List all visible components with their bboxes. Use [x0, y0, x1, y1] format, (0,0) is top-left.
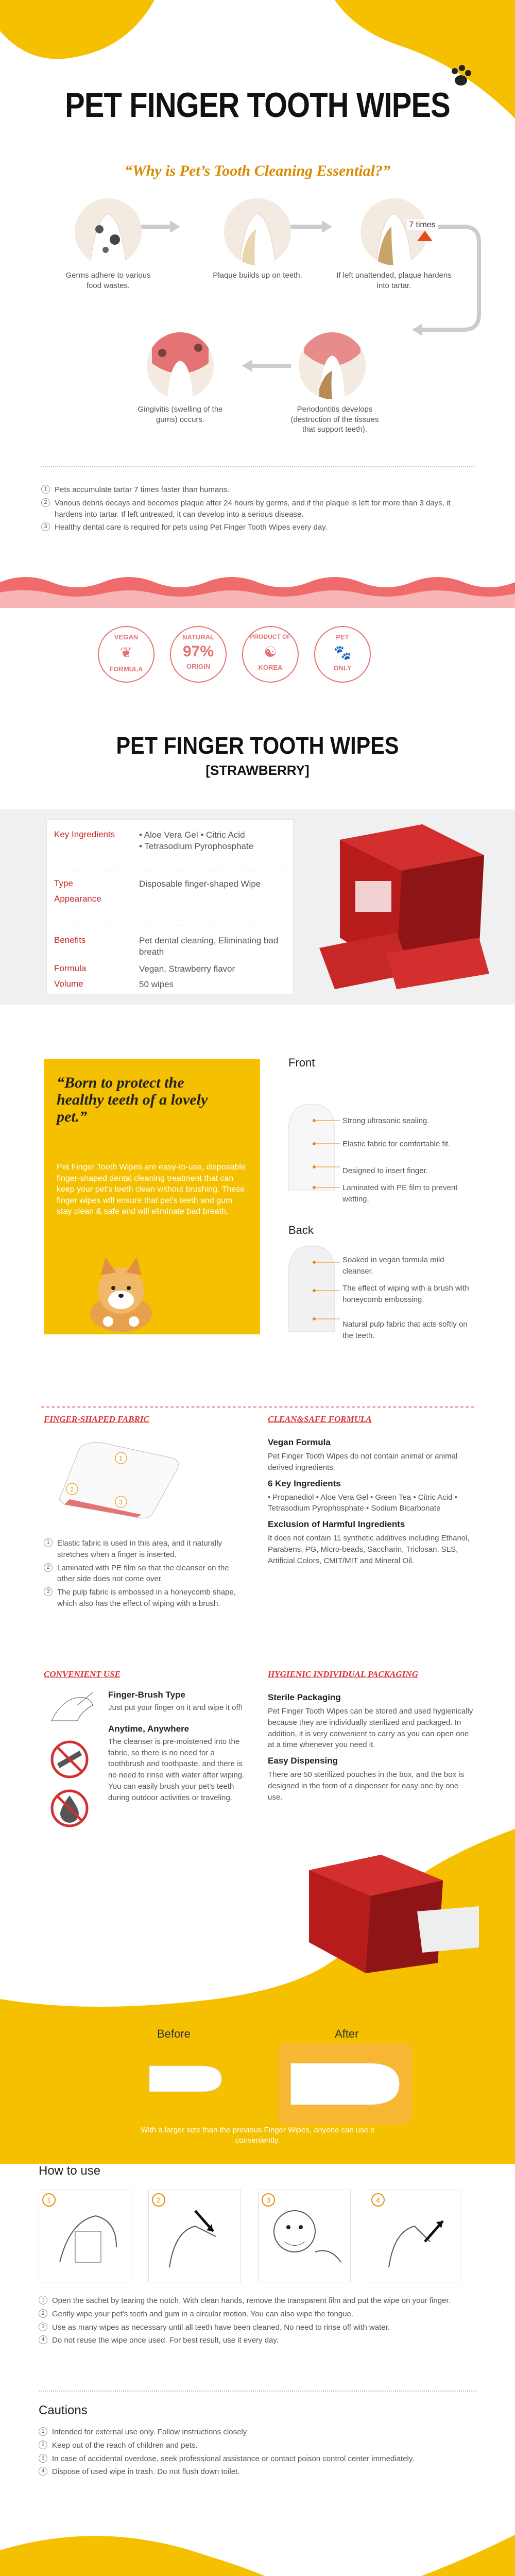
- spec-label: Appearance: [54, 894, 101, 904]
- step-num: 1: [42, 2193, 56, 2207]
- caution-num: 1: [39, 2427, 47, 2436]
- back-point: Soaked in vegan formula mild cleanser.: [342, 1256, 444, 1276]
- step-image-3: [258, 2190, 351, 2282]
- front-point: Strong ultrasonic sealing.: [342, 1116, 430, 1125]
- fabric-title: FINGER-SHAPED FABRIC: [44, 1414, 149, 1424]
- paw-icon: 🐾: [333, 645, 352, 660]
- cautions-title: Cautions: [39, 2403, 88, 2417]
- sterile-text: Pet Finger Tooth Wipes can be stored and used hygienically because they are individually sterilized and packaged. In addition, it is very convenient to carry as you can open one at a time whenever you need it.: [268, 1707, 473, 1750]
- vegan-text: Pet Finger Tooth Wipes do not contain animal or animal derived ingredients.: [268, 1452, 458, 1472]
- caution-num: 4: [39, 2467, 47, 2476]
- step-num: 2: [39, 2309, 47, 2318]
- cautions-list: [39, 2427, 476, 2480]
- born-card: [44, 1059, 260, 1334]
- seven-times-badge: [404, 221, 440, 230]
- vegan-formula-badge: [98, 626, 154, 683]
- korea-emblem-icon: ☯: [264, 644, 277, 660]
- why-caption-5: Periodontitis develops (destruction of the tissues that support teeth).: [290, 405, 379, 434]
- divider: [41, 1406, 474, 1408]
- fabric-point: [44, 1563, 245, 1585]
- before-label: Before: [157, 2027, 191, 2040]
- exclusion-heading: Exclusion of Harmful Ingredients: [268, 1519, 405, 1529]
- spec-value: Vegan, Strawberry flavor: [139, 964, 235, 974]
- step-image-1: [39, 2190, 131, 2282]
- periodontitis-image: [299, 332, 366, 399]
- spec-label: Formula: [54, 963, 87, 973]
- fabric-point: [44, 1538, 245, 1561]
- gingivitis-image: [147, 332, 214, 399]
- footer-background: [0, 2519, 515, 2576]
- plaque-tooth-image: [224, 198, 291, 265]
- step-text: Do not reuse the wipe once used. For best result, use it every day.: [52, 2336, 279, 2345]
- fabric-point: [44, 1587, 245, 1609]
- dispensing-text: There are 50 sterilized pouches in the box, and the box is designed in the form of a dispenser for easy one by one use.: [268, 1770, 465, 1802]
- front-label: Front: [288, 1056, 315, 1069]
- hygienic-title: HYGIENIC INDIVIDUAL PACKAGING: [268, 1669, 418, 1679]
- badge-top: NATURAL: [182, 633, 214, 641]
- caution-num: 3: [39, 2454, 47, 2463]
- caution-item: [39, 2466, 476, 2478]
- badge-top: VEGAN: [114, 633, 139, 641]
- why-caption-1: Germs adhere to various food wastes.: [65, 271, 151, 290]
- why-caption-3: If left unattended, plaque hardens into tartar.: [336, 271, 452, 290]
- badge-bottom: FORMULA: [109, 665, 143, 673]
- page-title: PET FINGER TOOTH WIPES: [65, 86, 450, 125]
- badge-bottom: ONLY: [333, 664, 352, 672]
- step-text: Gently wipe your pet’s teeth and gum in a circular motion. You can also wipe the tongue.: [52, 2309, 354, 2318]
- spec-value: Pet dental cleaning, Eliminating bad breath: [139, 936, 279, 957]
- vegan-heading: Vegan Formula: [268, 1437, 331, 1447]
- formula-block: [268, 1437, 474, 1566]
- step-item: [39, 2309, 476, 2320]
- point-num: 1: [44, 1538, 53, 1547]
- caution-text: In case of accidental overdose, seek professional assistance or contact poison control center immediately.: [52, 2454, 415, 2463]
- spec-label: Key Ingredients: [54, 829, 115, 839]
- product-box-image: [309, 819, 505, 994]
- caution-text: Intended for external use only. Follow instructions closely: [52, 2428, 247, 2436]
- anytime-heading: Anytime, Anywhere: [108, 1723, 190, 1734]
- key-heading: 6 Key Ingredients: [268, 1478, 341, 1488]
- step-item: [39, 2295, 476, 2307]
- front-point: Designed to insert finger.: [342, 1166, 428, 1175]
- convenient-block: [108, 1690, 247, 1803]
- sterile-heading: Sterile Packaging: [268, 1692, 341, 1702]
- back-point: Natural pulp fabric that acts softly on the teeth.: [342, 1320, 468, 1340]
- why-caption-2: Plaque builds up on teeth.: [213, 271, 302, 280]
- finger-brush-heading: Finger-Brush Type: [108, 1690, 185, 1700]
- step-num: 1: [39, 2296, 47, 2304]
- divider: [39, 2391, 476, 2392]
- note-num: 3: [41, 522, 50, 531]
- fabric-points: [44, 1538, 245, 1612]
- caution-text: Dispose of used wipe in trash. Do not flush down toilet.: [52, 2467, 240, 2477]
- step-num: 4: [371, 2193, 385, 2207]
- front-point: Laminated with PE film to prevent wetting.: [342, 1183, 458, 1204]
- compare-caption: With a larger size than the previous Finger Wipes, anyone can use it conveniently.: [141, 2126, 374, 2145]
- howto-steps: [39, 2295, 476, 2348]
- step-num: 4: [39, 2335, 47, 2344]
- point-text: Elastic fabric is used in this area, and it naturally stretches when a finger is inserted.: [57, 1539, 222, 1559]
- step-item: [39, 2335, 476, 2346]
- svg-text:2: 2: [70, 1486, 74, 1493]
- step-text: Use as many wipes as necessary until all teeth have been cleaned. No need to rinse off with water.: [52, 2323, 390, 2332]
- product-box-image: [288, 1839, 484, 1973]
- badge-bottom: ORIGIN: [186, 663, 211, 670]
- pet-only-badge: [314, 626, 371, 683]
- step-text: Open the sachet by tearing the notch. With clean hands, remove the transparent film and put the wipe on your finger.: [52, 2296, 451, 2305]
- key-text: • Propanediol • Aloe Vera Gel • Green Tea • Citric Acid • Tetrasodium Pyrophosphate • Sodium Bicarbonate: [268, 1493, 457, 1513]
- spec-label: Type: [54, 878, 73, 888]
- leaf-icon: ❦: [120, 645, 132, 660]
- fabric-diagram: [49, 1437, 183, 1520]
- caution-item: [39, 2453, 476, 2465]
- caution-num: 2: [39, 2441, 47, 2449]
- no-water-icon: [49, 1788, 90, 1829]
- spec-value: • Aloe Vera Gel • Citric Acid • Tetrasodium Pyrophosphate: [139, 830, 254, 852]
- note-num: 2: [41, 498, 50, 507]
- after-wipe-panel: [278, 2043, 412, 2125]
- spec-value: 50 wipes: [139, 979, 174, 989]
- badge-mid: 97%: [182, 643, 214, 660]
- caution-item: [39, 2427, 476, 2438]
- dog-illustration: [80, 1255, 162, 1332]
- why-caption-4: Gingivitis (swelling of the gums) occurs.: [138, 405, 223, 424]
- note-text: Healthy dental care is required for pets using Pet Finger Tooth Wipes every day.: [55, 523, 328, 532]
- spec-label: Benefits: [54, 935, 86, 945]
- spec-label: Volume: [54, 979, 83, 989]
- finger-wipe-icon: [46, 1690, 98, 1731]
- step-num: 2: [152, 2193, 165, 2207]
- anytime-text: The cleanser is pre-moistened into the fabric, so there is no need for a toothbrush and toothpaste, and there is no need to rinse with water after wiping. You can easily brush your pet’s teeth during outdoor activities or traveling.: [108, 1737, 245, 1802]
- point-text: The pulp fabric is embossed in a honeycomb shape, which also has the effect of wiping with a brush.: [57, 1588, 236, 1608]
- step-image-2: [148, 2190, 241, 2282]
- badge-top: PET: [336, 633, 349, 641]
- hygienic-block: [268, 1692, 474, 1803]
- germs-tooth-image: [75, 198, 142, 265]
- divider: [41, 466, 474, 467]
- note-item: [41, 522, 474, 533]
- note-item: [41, 498, 474, 520]
- step-item: [39, 2322, 476, 2333]
- finger-brush-text: Just put your finger on it and wipe it off!: [108, 1703, 243, 1712]
- convenient-title: CONVENIENT USE: [44, 1669, 121, 1679]
- header-section: [0, 0, 515, 155]
- step-image-4: [368, 2190, 460, 2282]
- note-item: [41, 484, 474, 496]
- arrow-up-icon: [417, 231, 433, 246]
- badge-text: 7 times: [407, 219, 438, 230]
- dispensing-heading: Easy Dispensing: [268, 1756, 338, 1766]
- note-text: Various debris decays and becomes plaque after 24 hours by germs, and if the plaque is left for more than 3 days, it hardens into tartar. If left untreated, it can develop into a serious disease.: [55, 498, 451, 519]
- born-body: Pet Finger Tooth Wipes are easy-to-use, disposable finger-shaped dental cleaning treatment that can keep your pet’s teeth clean without brushing. These finger wipes will ensure that pet’s teeth and gum stay clean & safe and will eliminate bad breath.: [57, 1163, 246, 1216]
- product-title: PET FINGER TOOTH WIPES: [116, 732, 399, 759]
- header-background: [0, 0, 515, 155]
- product-subtitle: [STRAWBERRY]: [205, 762, 310, 778]
- no-toothbrush-icon: [49, 1739, 90, 1780]
- back-point: The effect of wiping with a brush with honeycomb embossing.: [342, 1284, 469, 1304]
- spec-value: Disposable finger-shaped Wipe: [139, 879, 261, 889]
- howto-title: How to use: [39, 2164, 101, 2178]
- point-num: 2: [44, 1563, 53, 1572]
- note-text: Pets accumulate tartar 7 times faster than humans.: [55, 485, 230, 494]
- born-heading: “Born to protect the healthy teeth of a lovely pet.”: [57, 1074, 208, 1125]
- step-num: 3: [262, 2193, 275, 2207]
- back-label: Back: [288, 1224, 314, 1236]
- step-num: 3: [39, 2323, 47, 2331]
- front-point: Elastic fabric for comfortable fit.: [342, 1140, 451, 1148]
- why-notes: [41, 484, 474, 535]
- svg-text:1: 1: [119, 1455, 123, 1462]
- exclusion-text: It does not contain 11 synthetic additives including Ethanol, Parabens, PG, Micro-beads, Saccharin, Triclosan, SLS, Artificial Colors, CMIT/MIT and Mineral Oil.: [268, 1534, 470, 1565]
- before-wipe-image: [144, 2053, 227, 2105]
- caution-text: Keep out of the reach of children and pets.: [52, 2441, 198, 2450]
- point-num: 3: [44, 1587, 53, 1596]
- point-text: Laminated with PE film so that the cleanser on the other side does not come over.: [57, 1563, 229, 1584]
- product-of-korea-badge: [242, 626, 299, 683]
- formula-title: CLEAN&SAFE FORMULA: [268, 1414, 372, 1424]
- badge-bottom: KOREA: [258, 664, 283, 671]
- note-num: 1: [41, 485, 50, 494]
- lip-decoration: [0, 572, 515, 608]
- caution-item: [39, 2440, 476, 2451]
- natural-origin-badge: [170, 626, 227, 683]
- after-label: After: [335, 2027, 359, 2040]
- svg-text:3: 3: [119, 1499, 123, 1506]
- badge-top: PRODUCT OF: [250, 633, 291, 640]
- why-heading: “Why is Pet’s Tooth Cleaning Essential?”: [125, 162, 390, 179]
